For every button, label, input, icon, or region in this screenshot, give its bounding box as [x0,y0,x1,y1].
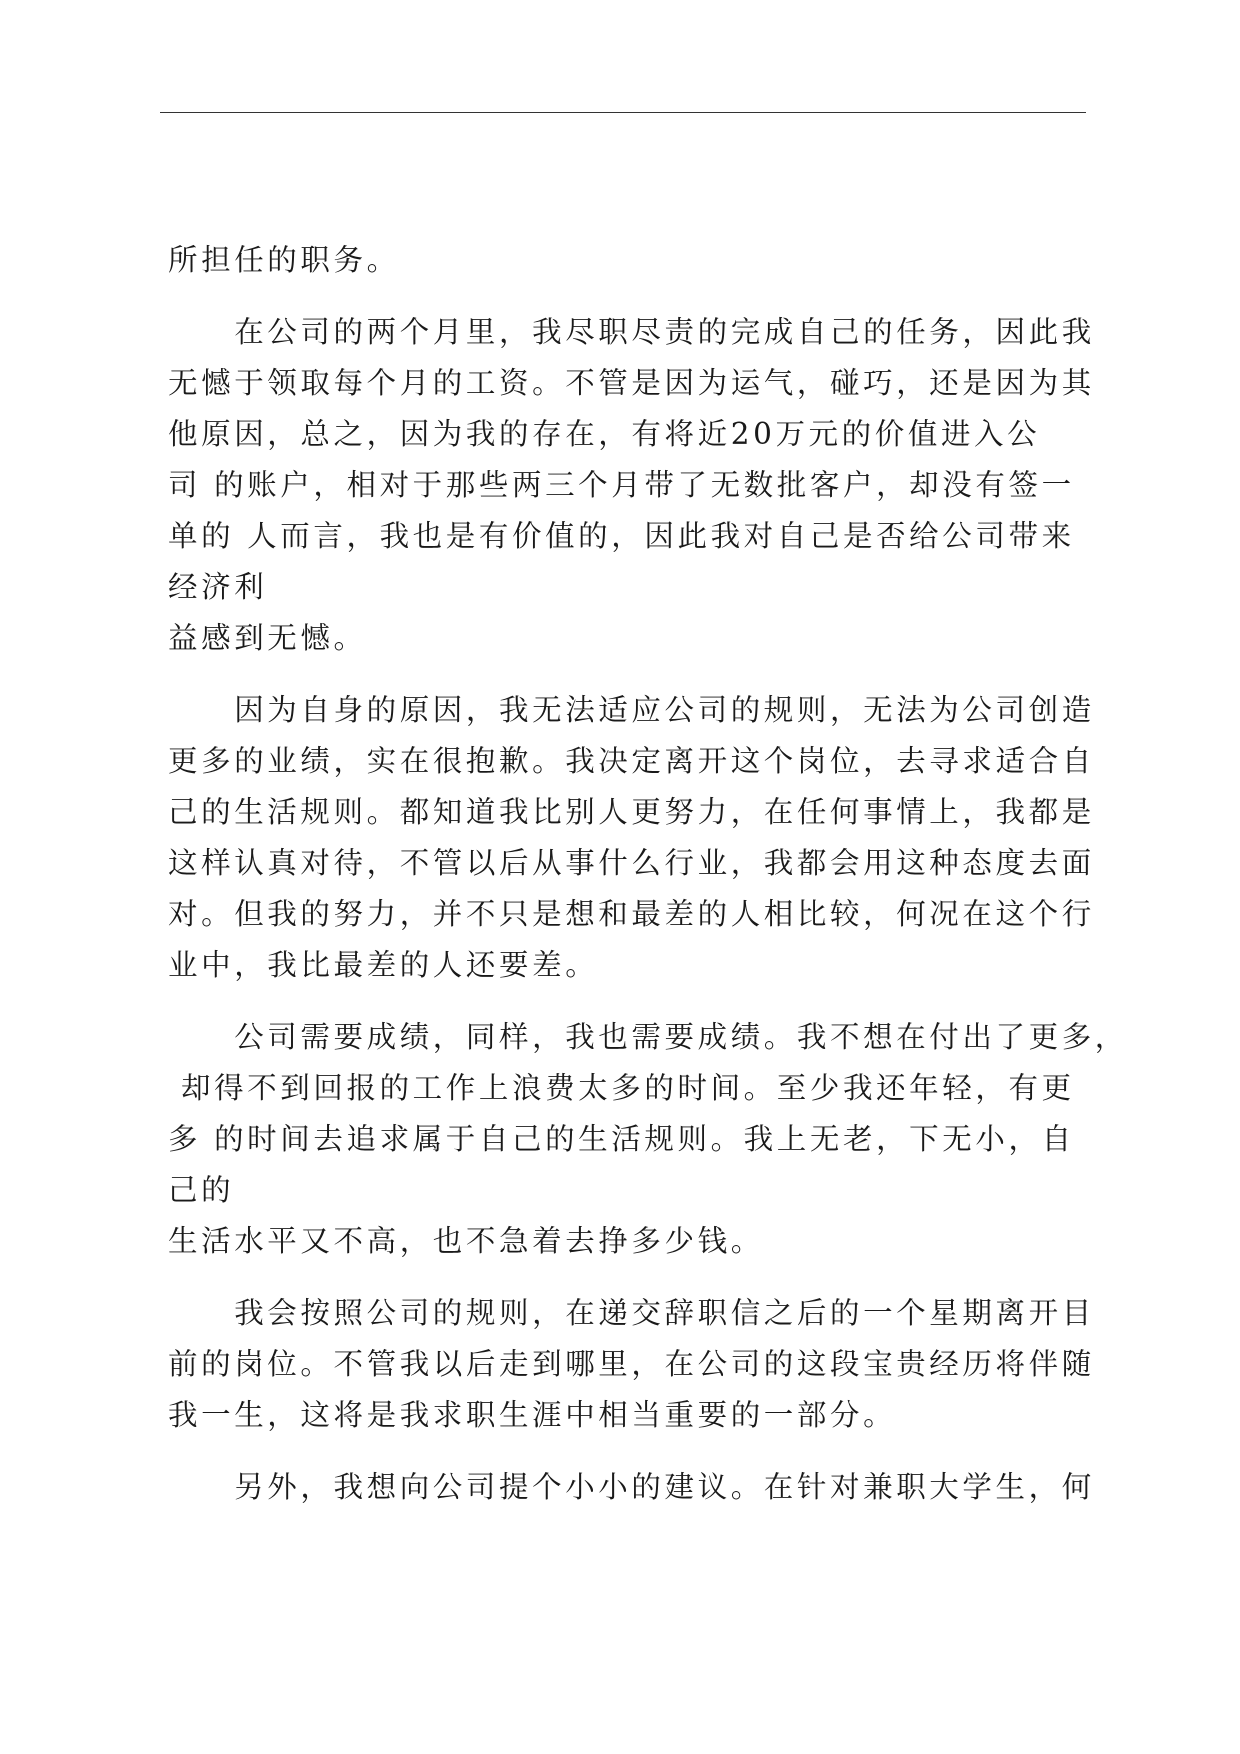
text-line: 益感到无憾。 [168,621,367,655]
paragraph-6 [168,1462,1095,1513]
paragraph-4 [168,1012,1128,1267]
text-line: 经济利 [168,570,268,604]
text-line: 他原因，总之，因为我的存在，有将近20万元的价值进入公 [168,417,1041,451]
header-divider [160,112,1086,113]
text-line: 己的生活规则。都知道我比别人更努力，在任何事情上，我都是 [168,795,1095,829]
text-line: 所担任的职务。 [168,243,400,277]
paragraph-1 [168,235,1088,286]
letter-body [168,235,1128,1513]
text-line: 因为自身的原因，我无法适应公司的规则，无法为公司创造 [168,693,1095,727]
paragraph-3 [168,685,1095,991]
text-line: 前的岗位。不管我以后走到哪里，在公司的这段宝贵经历将伴随 [168,1347,1095,1381]
text-line: 这样认真对待，不管以后从事什么行业，我都会用这种态度去面 [168,846,1095,880]
text-line: 在公司的两个月里，我尽职尽责的完成自己的任务，因此我 [168,315,1095,349]
text-line: 己的 [168,1173,235,1207]
text-line: 我会按照公司的规则，在递交辞职信之后的一个星期离开目 [168,1296,1095,1330]
paragraph-5 [168,1288,1095,1441]
text-line: 我一生，这将是我求职生涯中相当重要的一部分。 [168,1398,897,1432]
text-line: 司 的账户，相对于那些两三个月带了无数批客户，却没有签一 [168,468,1075,502]
text-line: 更多的业绩，实在很抱歉。我决定离开这个岗位，去寻求适合自 [168,744,1095,778]
text-line: 多 的时间去追求属于自己的生活规则。我上无老，下无小，自 [168,1122,1075,1156]
text-line: 公司需要成绩，同样，我也需要成绩。我不想在付出了更多， [168,1020,1128,1054]
text-line: 生活水平又不高，也不急着去挣多少钱。 [168,1224,764,1258]
text-line: 却得不到回报的工作上浪费太多的时间。至少我还年轻，有更 [168,1071,1075,1105]
text-line: 另外，我想向公司提个小小的建议。在针对兼职大学生，何 [168,1470,1095,1504]
text-line: 对。但我的努力，并不只是想和最差的人相比较，何况在这个行 [168,897,1095,931]
text-line: 无憾于领取每个月的工资。不管是因为运气，碰巧，还是因为其 [168,366,1095,400]
paragraph-2 [168,307,1095,664]
text-line: 业中，我比最差的人还要差。 [168,948,599,982]
text-line: 单的 人而言，我也是有价值的，因此我对自己是否给公司带来 [168,519,1075,553]
